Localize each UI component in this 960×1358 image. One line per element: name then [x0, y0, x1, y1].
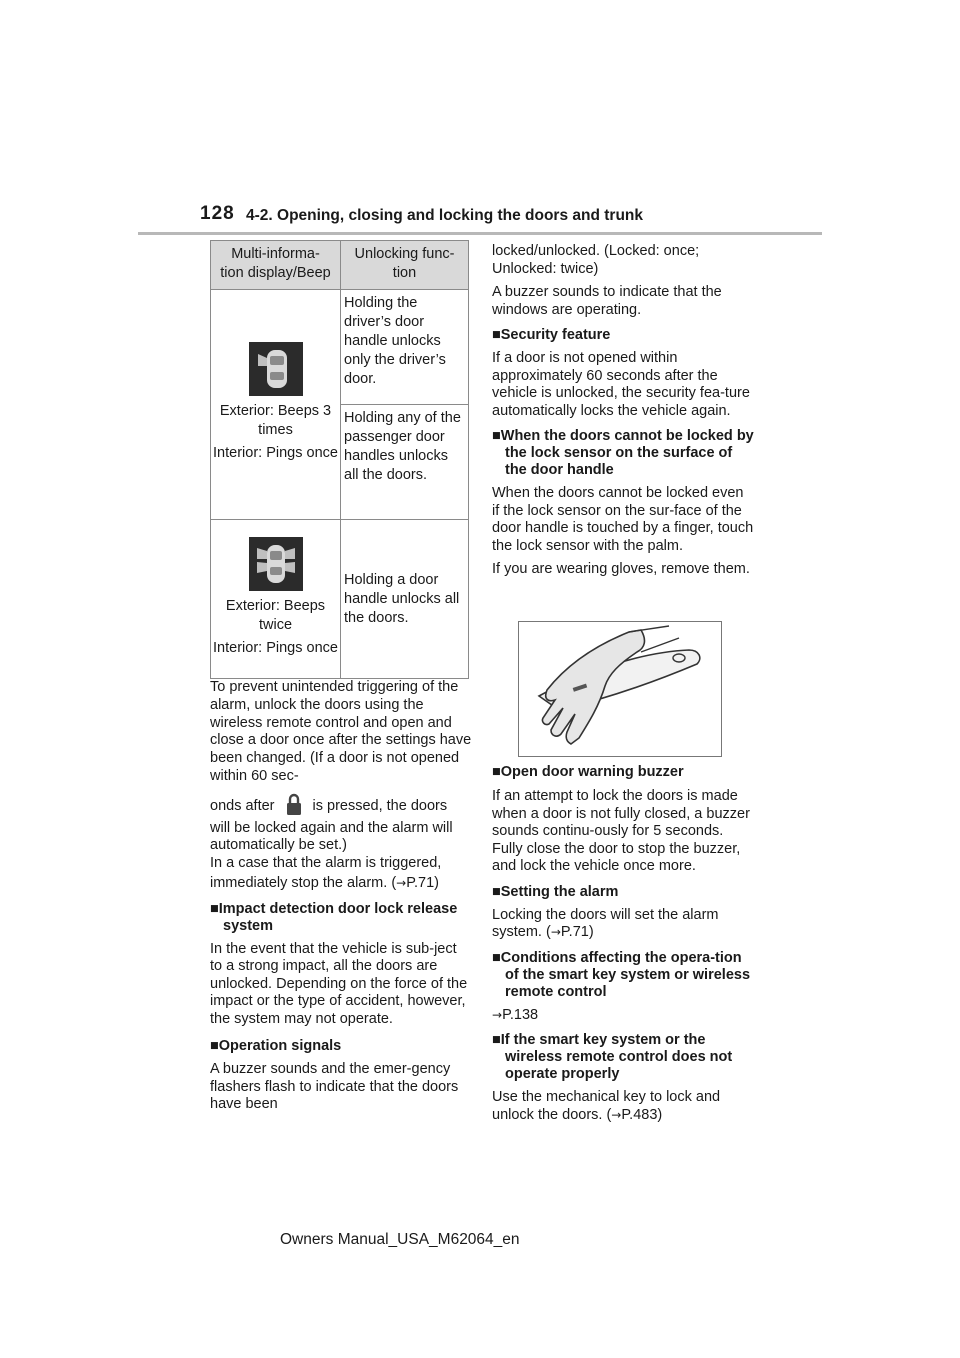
table-row: [211, 520, 469, 679]
not-operate-heading: ■If the smart key system or the wireless remote control does not operate properly: [492, 1032, 733, 1082]
operation-text: A buzzer sounds and the emer-gency flashers flash to indicate that the doors have been: [210, 1061, 459, 1113]
exterior-signal: Exterior: Beeps twice: [225, 597, 326, 633]
table-header-row: [211, 241, 469, 290]
page-ref-link[interactable]: P.71): [406, 875, 440, 892]
footer-doc-id: Owners Manual_USA_M62064_en: [280, 1231, 520, 1248]
display-cell: [211, 290, 341, 520]
exterior-signal: Exterior: Beeps 3 times: [219, 403, 332, 438]
hand-icon: [519, 622, 721, 756]
open-door-heading: ■Open door warning buzzer: [492, 764, 684, 780]
window-buzzer-text: A buzzer sounds to indicate that the windows are operating.: [492, 284, 722, 318]
right-column-lower: [492, 764, 754, 1124]
impact-text: In the event that the vehicle is sub-ject to a strong impact, all the doors are unlocked. Depending on the force of the impact or the type of accident, however, the system may not operate.: [210, 940, 468, 1027]
alarm-heading: ■Setting the alarm: [492, 883, 619, 900]
cannot-lock-text: When the doors cannot be locked even if the lock sensor on the sur-face of the door handle is touched by a finger, touch the lock sensor with the palm.: [492, 485, 754, 554]
right-column: [492, 243, 754, 579]
page-ref-link[interactable]: P.71): [560, 924, 594, 940]
page-ref-link[interactable]: P.483): [621, 1106, 663, 1123]
impact-heading: ■Impact detection door lock release system: [210, 900, 458, 934]
page-number: 128: [200, 203, 235, 224]
palm-on-door-handle-illustration: [518, 621, 722, 757]
security-heading: ■Security feature: [492, 327, 611, 343]
page-ref-link[interactable]: P.138: [502, 1006, 539, 1023]
car-all-doors-open-icon: [249, 537, 303, 591]
section-title: 4-2. Opening, closing and locking the doors and trunk: [246, 207, 644, 224]
function-cell: Holding the driver’s door handle unlocks only the driver’s door.: [341, 290, 469, 405]
table-header-display: Multi-informa- tion display/Beep: [211, 241, 341, 290]
function-cell: Holding a door handle unlocks all the doors.: [341, 520, 469, 679]
unlocking-function-table: [210, 240, 469, 679]
not-operate-text: Use the mechanical key to lock and unlock the doors. (→P.483): [492, 1089, 721, 1123]
display-cell: [211, 520, 341, 679]
gloves-text: If you are wearing gloves, remove them.: [492, 561, 750, 577]
alarm-prevention-note: To prevent unintended triggering of the alarm, unlock the doors using the wireless remote control and open and close a door once after the settings have been changed. (If a door is not opened within 60 sec- onds after is pressed, the doors will be locked again and the alarm will automatically be set.) In a case that the alarm is triggered, immediately stop the alarm. (→P.71) ■Impact detection door lock release system In the event that the vehicle is sub-ject to a strong impact, all the doors are unlocked. Depending on the force of the impact or the type of accident, however, the system may not operate. ■Operation signals A buzzer sounds and the emer-gency flashers flash to indicate that the doors have been: [210, 679, 472, 1113]
signals-continued: locked/unlocked. (Locked: once; Unlocked: twice): [492, 243, 700, 277]
operation-heading: ■Operation signals: [210, 1038, 342, 1055]
header-divider: [138, 232, 822, 235]
table-header-function: Unlocking func- tion: [341, 241, 469, 290]
car-doors-open-icon: [249, 342, 303, 396]
open-door-text: If an attempt to lock the doors is made when a door is not fully closed, a buzzer sounds continu-ously for 5 seconds. Fully close the door to stop the buzzer, and lock the vehicle once more.: [492, 788, 750, 874]
lock-button-icon: [281, 792, 307, 816]
security-text: If a door is not opened within approximately 60 seconds after the vehicle is unlocked, the security fea-ture automatically locks the vehicle again.: [492, 350, 750, 419]
interior-signal: Interior: Pings once: [213, 639, 338, 656]
table-row: [211, 290, 469, 405]
function-cell: Holding any of the passenger door handles unlocks all the doors.: [341, 405, 469, 520]
conditions-heading: ■Conditions affecting the opera-tion of the smart key system or wireless remote control: [492, 949, 751, 1000]
interior-signal: Interior: Pings once: [213, 445, 338, 461]
alarm-text: Locking the doors will set the alarm system. (→P.71): [492, 906, 719, 940]
conditions-ref: →P.138: [492, 1006, 539, 1023]
cannot-lock-heading: ■When the doors cannot be locked by the lock sensor on the surface of the door handle: [492, 428, 754, 478]
